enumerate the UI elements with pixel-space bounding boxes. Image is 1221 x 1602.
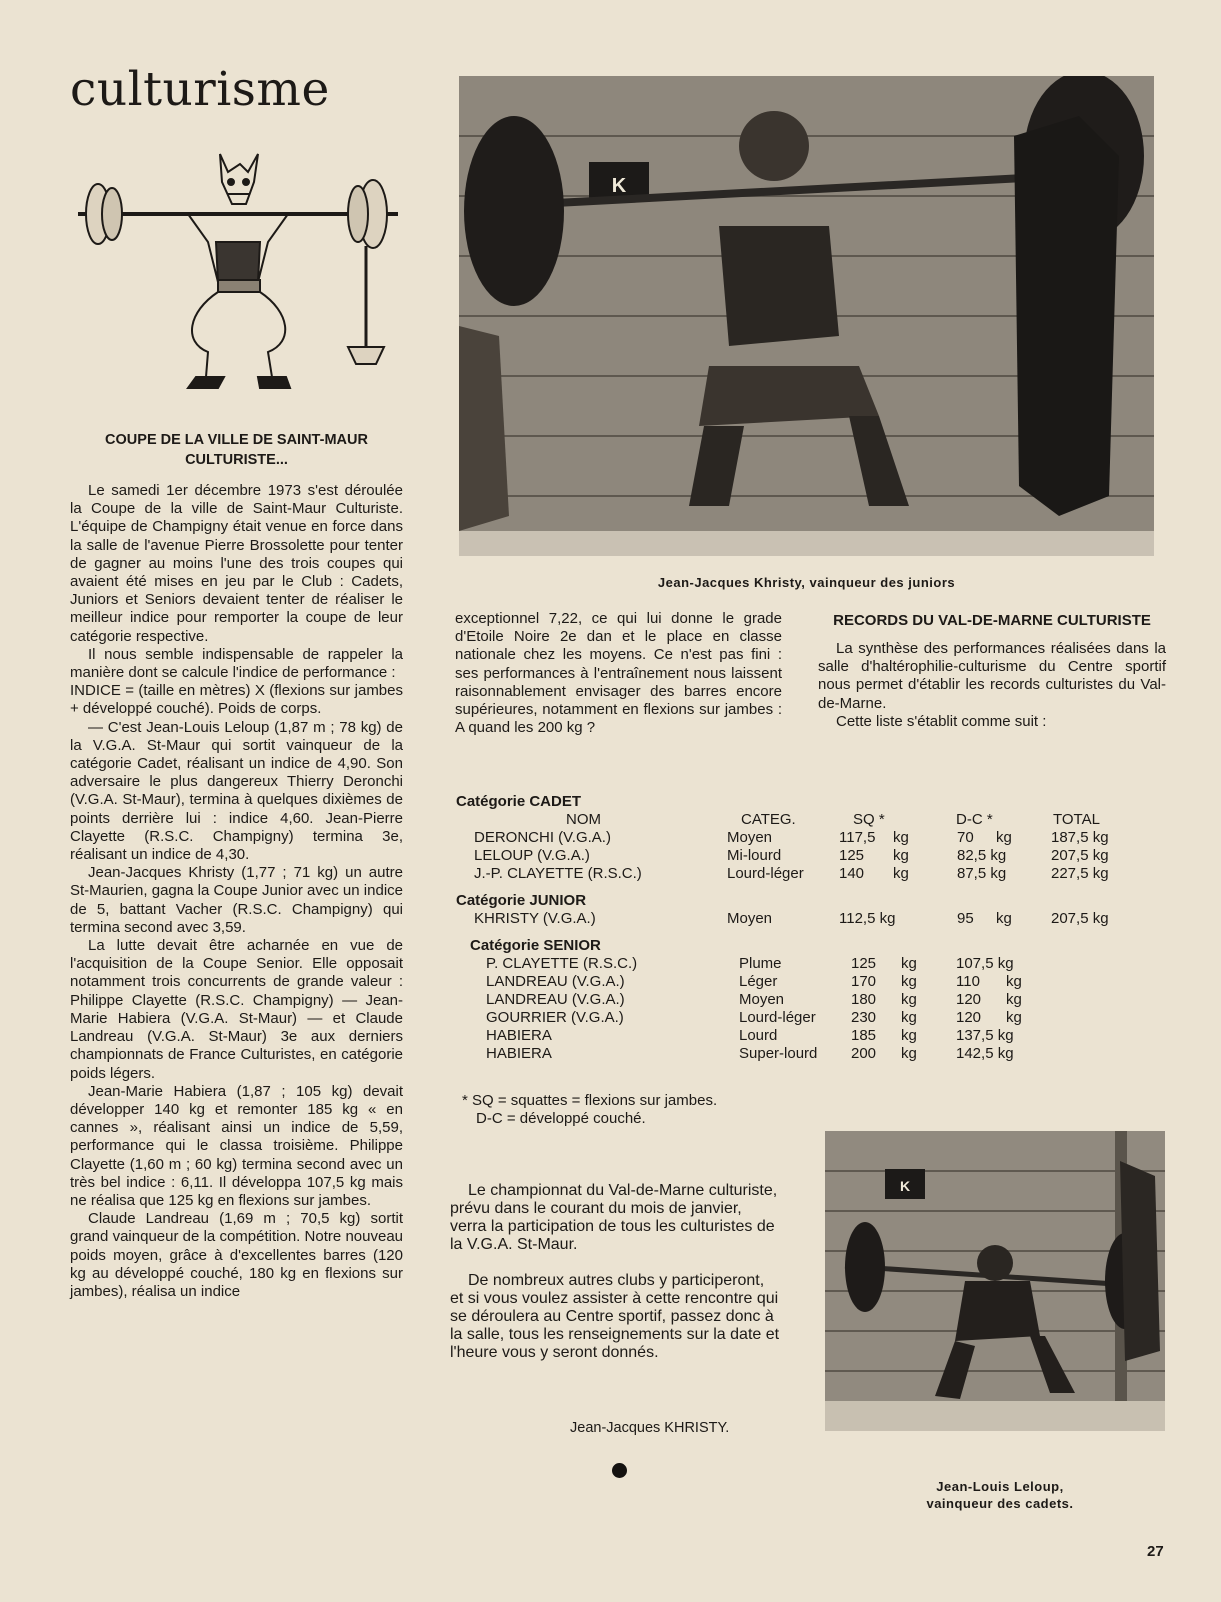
cell-dc: 110 — [956, 973, 980, 990]
plate-letter: K — [611, 175, 627, 197]
cell-sq: 140 — [839, 865, 865, 882]
cell-nom: KHRISTY (V.G.A.) — [474, 910, 596, 927]
records-table — [456, 792, 1156, 1063]
cell-nom: LELOUP (V.G.A.) — [474, 847, 590, 864]
cell-dc: 120 — [956, 991, 982, 1008]
cell-dc-unit: kg — [1006, 1009, 1022, 1026]
cell-categ: Plume — [739, 955, 782, 972]
note-dc: D-C = développé couché. — [476, 1110, 646, 1127]
devil-weightlifter-drawing — [68, 142, 408, 404]
paragraph: Le championnat du Val-de-Marne culturiste, prévu dans le courant du mois de janvier, verra la participation de tous les culturistes de la V.G.A. St-Maur. — [450, 1182, 778, 1253]
end-bullet-icon — [612, 1463, 627, 1478]
table-row — [456, 1027, 1156, 1045]
cell-categ: Super-lourd — [739, 1045, 818, 1062]
cell-dc: 82,5 kg — [957, 847, 1007, 864]
records-intro — [818, 611, 1166, 731]
cell-categ: Mi-lourd — [727, 847, 782, 864]
header-total: TOTAL — [1053, 811, 1100, 828]
category-label-senior: Catégorie SENIOR — [470, 937, 601, 954]
plate-letter: K — [899, 1178, 911, 1194]
photo-top-caption: Jean-Jacques Khristy, vainqueur des juniors — [657, 575, 956, 590]
category-label-cadet: Catégorie CADET — [456, 793, 582, 810]
table-notes — [462, 1092, 717, 1128]
header-dc: D-C * — [956, 811, 993, 828]
cell-nom: GOURRIER (V.G.A.) — [486, 1009, 624, 1026]
cell-dc-unit: kg — [1006, 991, 1022, 1008]
cell-total: 227,5 kg — [1051, 865, 1109, 882]
cell-categ: Lourd — [739, 1027, 778, 1044]
cell-categ: Moyen — [727, 829, 773, 846]
cell-dc: 107,5 kg — [956, 955, 1014, 972]
cell-dc: 95 — [957, 910, 974, 927]
article-column-2 — [455, 610, 782, 737]
squat-photo-illustration — [459, 76, 1154, 556]
paragraph: De nombreux autres clubs y participeront, et si vous voulez assister à cette rencontre qui se déroulera au Centre sportif, passez donc à la salle, tous les renseignements sur la date et l'heure vous y seront donnés. — [450, 1272, 780, 1361]
paragraph: INDICE = (taille en mètres) X (flexions sur jambes + développé couché). Poids de corps. — [70, 682, 403, 718]
cell-sq-unit: kg — [901, 991, 917, 1008]
table-row — [456, 991, 1156, 1009]
cell-sq-unit: kg — [893, 829, 909, 846]
records-headline: RECORDS DU VAL-DE-MARNE CULTURISTE — [833, 612, 1151, 629]
article-column-1 — [70, 430, 403, 1301]
note-sq: * SQ = squattes = flexions sur jambes. — [462, 1092, 718, 1109]
header-categ: CATEG. — [741, 811, 796, 828]
cartoon-illustration — [68, 142, 408, 404]
table-row — [456, 1009, 1156, 1027]
article-closing — [450, 1166, 780, 1378]
cell-sq: 180 — [851, 991, 877, 1008]
cell-sq: 170 — [851, 973, 877, 990]
cell-total: 187,5 kg — [1051, 829, 1109, 846]
cell-sq: 112,5 kg — [839, 910, 896, 927]
cell-dc-unit: kg — [996, 910, 1012, 927]
paragraph: La lutte devait être acharnée en vue de l'acquisition de la Coupe Senior. Elle opposait notamment trois concurrents de grande valeur : Philippe Clayette (R.S.C. Champigny) — Jean-Marie Habiera (V.G.A. St-Maur) — et Claude Landreau (V.G.A. St-Maur) 3e aux derniers championnats de France Culturistes, en catégorie poids légers. — [70, 937, 403, 1082]
cell-sq: 125 — [851, 955, 877, 972]
table-row — [456, 865, 1156, 883]
caption-line: vainqueur des cadets. — [926, 1496, 1074, 1511]
cell-dc: 120 — [956, 1009, 982, 1026]
page-number: 27 — [1147, 1543, 1164, 1560]
cell-sq: 230 — [851, 1009, 877, 1026]
cell-nom: J.-P. CLAYETTE (R.S.C.) — [474, 865, 642, 882]
cell-nom: DERONCHI (V.G.A.) — [474, 829, 611, 846]
cell-sq: 117,5 — [839, 829, 876, 846]
paragraph: — C'est Jean-Louis Leloup (1,87 m ; 78 kg) de la V.G.A. St-Maur qui sortit vainqueur de la catégorie Cadet, réalisant un indice de 4,90. Son adversaire le plus dangereux Thierry Deronchi (V.G.A. St-Maur), termina à quelques dixièmes de points derrière lui : indice 4,60. Jean-Pierre Clayette (R.S.C. Champigny) termina 3e, réalisant un indice de 4,30. — [70, 718, 403, 864]
cell-nom: LANDREAU (V.G.A.) — [486, 973, 625, 990]
table-header — [456, 811, 1156, 829]
category-label-junior: Catégorie JUNIOR — [456, 892, 587, 909]
cell-dc-unit: kg — [996, 829, 1012, 846]
cell-sq: 200 — [851, 1045, 877, 1062]
cell-categ: Lourd-léger — [739, 1009, 816, 1026]
cell-dc-unit: kg — [1006, 973, 1022, 990]
header-nom: NOM — [566, 811, 601, 828]
cell-sq-unit: kg — [901, 955, 917, 972]
cell-nom: LANDREAU (V.G.A.) — [486, 991, 625, 1008]
cell-categ: Moyen — [727, 910, 773, 927]
paragraph: Le samedi 1er décembre 1973 s'est déroulée la Coupe de la ville de Saint-Maur Culturiste. L'équipe de Champigny était venue en force dans la salle de l'avenue Pierre Brossolette pour tenter de gagner au moins l'une des trois coupes qui avaient été mises en jeu par le Club : Cadets, Juniors et Seniors devaient tenter de réaliser le meilleur indice pour remporter la coupe de leur catégorie respective. — [70, 482, 403, 645]
table-row — [456, 847, 1156, 865]
cell-total: 207,5 kg — [1051, 847, 1109, 864]
header-sq: SQ * — [853, 811, 885, 828]
signature: Jean-Jacques KHRISTY. — [570, 1420, 730, 1436]
paragraph: La synthèse des performances réalisées dans la salle d'haltérophilie-culturisme du Centre sportif nous permet d'établir les records culturistes du Val-de-Marne. — [818, 640, 1166, 712]
cell-nom: HABIERA — [486, 1045, 552, 1062]
photo-khristy-squat — [459, 76, 1154, 556]
cell-total: 207,5 kg — [1051, 910, 1109, 927]
cell-categ: Moyen — [739, 991, 785, 1008]
photo-leloup-squat — [825, 1131, 1165, 1431]
cell-sq-unit: kg — [893, 865, 909, 882]
cell-sq: 185 — [851, 1027, 877, 1044]
table-row — [456, 1045, 1156, 1063]
table-row — [456, 910, 1156, 928]
cell-categ: Lourd-léger — [727, 865, 804, 882]
cell-nom: P. CLAYETTE (R.S.C.) — [486, 955, 638, 972]
cell-sq: 125 — [839, 847, 865, 864]
table-row — [456, 955, 1156, 973]
cell-categ: Léger — [739, 973, 778, 990]
page-title: culturisme — [70, 62, 330, 117]
paragraph: Jean-Marie Habiera (1,87 ; 105 kg) devait développer 140 kg et remonter 185 kg « en cannes », réalisant ainsi un indice de 5,59, performance qui le classa troisième. Philippe Clayette (1,60 m ; 60 kg) termina second avec un très bel indice : 6,11. Il développa 107,5 kg mais ne réalisa que 125 kg en flexions sur jambes. — [70, 1082, 403, 1209]
cell-dc: 137,5 kg — [956, 1027, 1014, 1044]
cell-sq-unit: kg — [901, 1045, 917, 1062]
cell-dc: 70 — [957, 829, 974, 846]
cell-sq-unit: kg — [893, 847, 909, 864]
cell-sq-unit: kg — [901, 973, 917, 990]
photo-bottom-caption — [880, 1478, 1120, 1512]
table-row — [456, 829, 1156, 847]
cell-sq-unit: kg — [901, 1027, 917, 1044]
caption-line: Jean-Louis Leloup, — [936, 1479, 1064, 1494]
paragraph: Il nous semble indispensable de rappeler la manière dont se calcule l'indice de performance : — [70, 645, 403, 682]
squat-photo-illustration — [825, 1131, 1165, 1431]
cell-dc: 87,5 kg — [957, 865, 1007, 882]
article-headline: COUPE DE LA VILLE DE SAINT-MAUR CULTURISTE... — [105, 432, 368, 468]
cell-sq-unit: kg — [901, 1009, 917, 1026]
cell-nom: HABIERA — [486, 1027, 552, 1044]
paragraph: Jean-Jacques Khristy (1,77 ; 71 kg) un autre St-Maurien, gagna la Coupe Junior avec un indice de 5, battant Vacher (R.S.C. Champigny) qui termina second avec 3,59. — [70, 864, 403, 936]
table-row — [456, 973, 1156, 991]
paragraph: Claude Landreau (1,69 m ; 70,5 kg) sortit grand vainqueur de la compétition. Notre nouveau poids moyen, grâce à d'excellentes barres (120 kg au développé couché, 180 kg en flexions sur jambes), réalisa un indice — [70, 1210, 403, 1300]
paragraph: exceptionnel 7,22, ce qui lui donne le grade d'Etoile Noire 2e dan et le place en classe nationale chez les moyens. Ce n'est pas fini : ses performances à l'entraînement nous laissent raisonnablement envisager des barres encore supérieures, notamment en flexions sur jambes : A quand les 200 kg ? — [455, 610, 782, 737]
paragraph: Cette liste s'établit comme suit : — [836, 712, 1047, 730]
cell-dc: 142,5 kg — [956, 1045, 1014, 1062]
